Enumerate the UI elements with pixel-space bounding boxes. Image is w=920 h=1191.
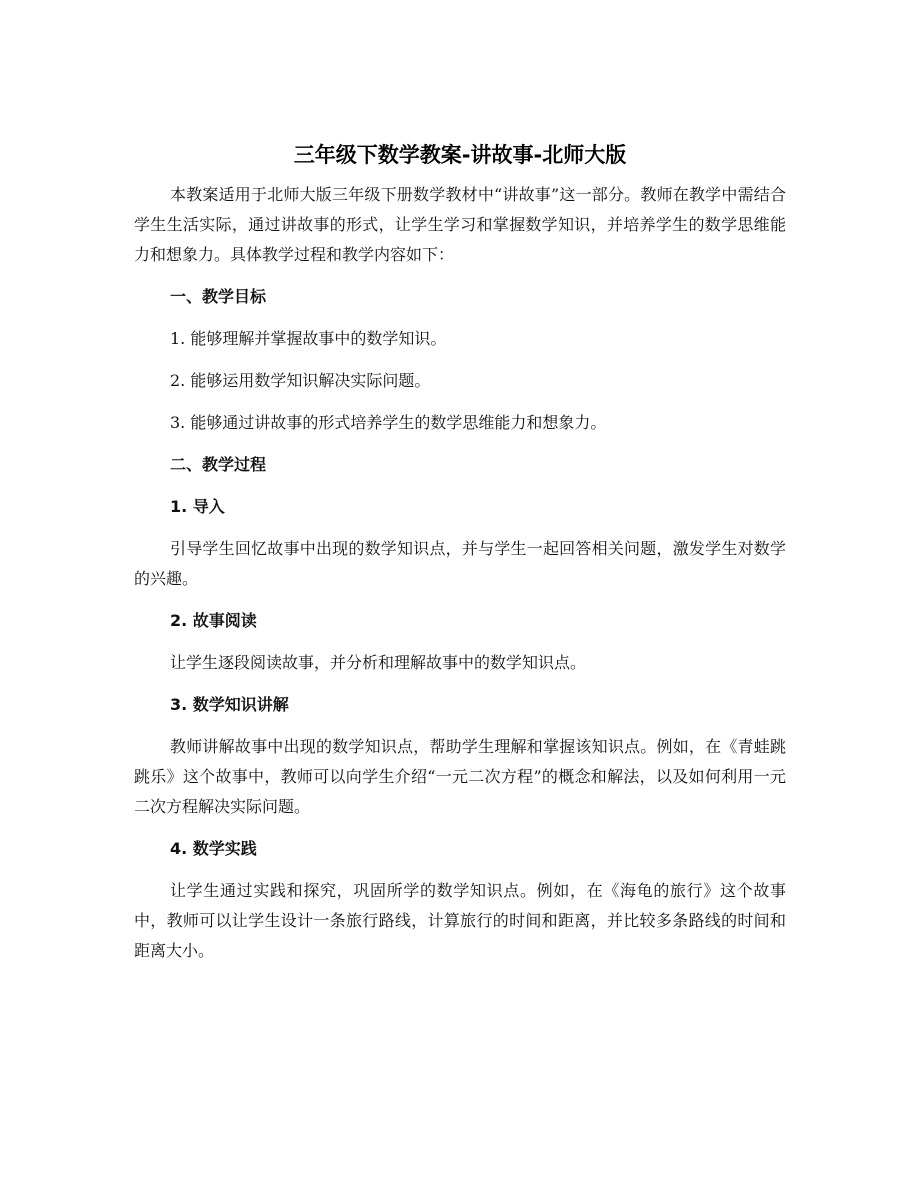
step-heading-math-practice: 4. 数学实践 [170,839,257,858]
step-text-story-reading: 让学生逐段阅读故事，并分析和理解故事中的数学知识点。 [170,653,587,672]
section-heading-teaching-goals: 一、教学目标 [170,287,267,306]
goal-item: 2. 能够运用数学知识解决实际问题。 [170,371,431,390]
goal-item: 1. 能够理解并掌握故事中的数学知识。 [170,329,447,348]
step-text-intro: 引导学生回忆故事中出现的数学知识点，并与学生一起回答相关问题，激发学生对数学的兴趣。 [134,539,786,588]
document-title: 三年级下数学教案-讲故事-北师大版 [293,143,627,167]
document-page [134,140,786,978]
section-heading-teaching-process: 二、教学过程 [170,455,267,474]
step-text-knowledge-explanation: 教师讲解故事中出现的数学知识点，帮助学生理解和掌握该知识点。例如，在《青蛙跳跳乐》这个故事中，教师可以向学生介绍“一元二次方程”的概念和解法，以及如何利用一元二次方程解决实际问题。 [134,737,786,816]
step-heading-intro: 1. 导入 [170,497,225,516]
step-heading-knowledge-explanation: 3. 数学知识讲解 [170,695,289,714]
goal-item: 3. 能够通过讲故事的形式培养学生的数学思维能力和想象力。 [170,413,607,432]
step-text-math-practice: 让学生通过实践和探究，巩固所学的数学知识点。例如，在《海龟的旅行》这个故事中，教师可以让学生设计一条旅行路线，计算旅行的时间和距离，并比较多条路线的时间和距离大小。 [134,881,786,960]
intro-paragraph: 本教案适用于北师大版三年级下册数学教材中“讲故事”这一部分。教师在教学中需结合学生生活实际，通过讲故事的形式，让学生学习和掌握数学知识，并培养学生的数学思维能力和想象力。具体教学过程和教学内容如下： [134,185,786,264]
step-heading-story-reading: 2. 故事阅读 [170,611,257,630]
